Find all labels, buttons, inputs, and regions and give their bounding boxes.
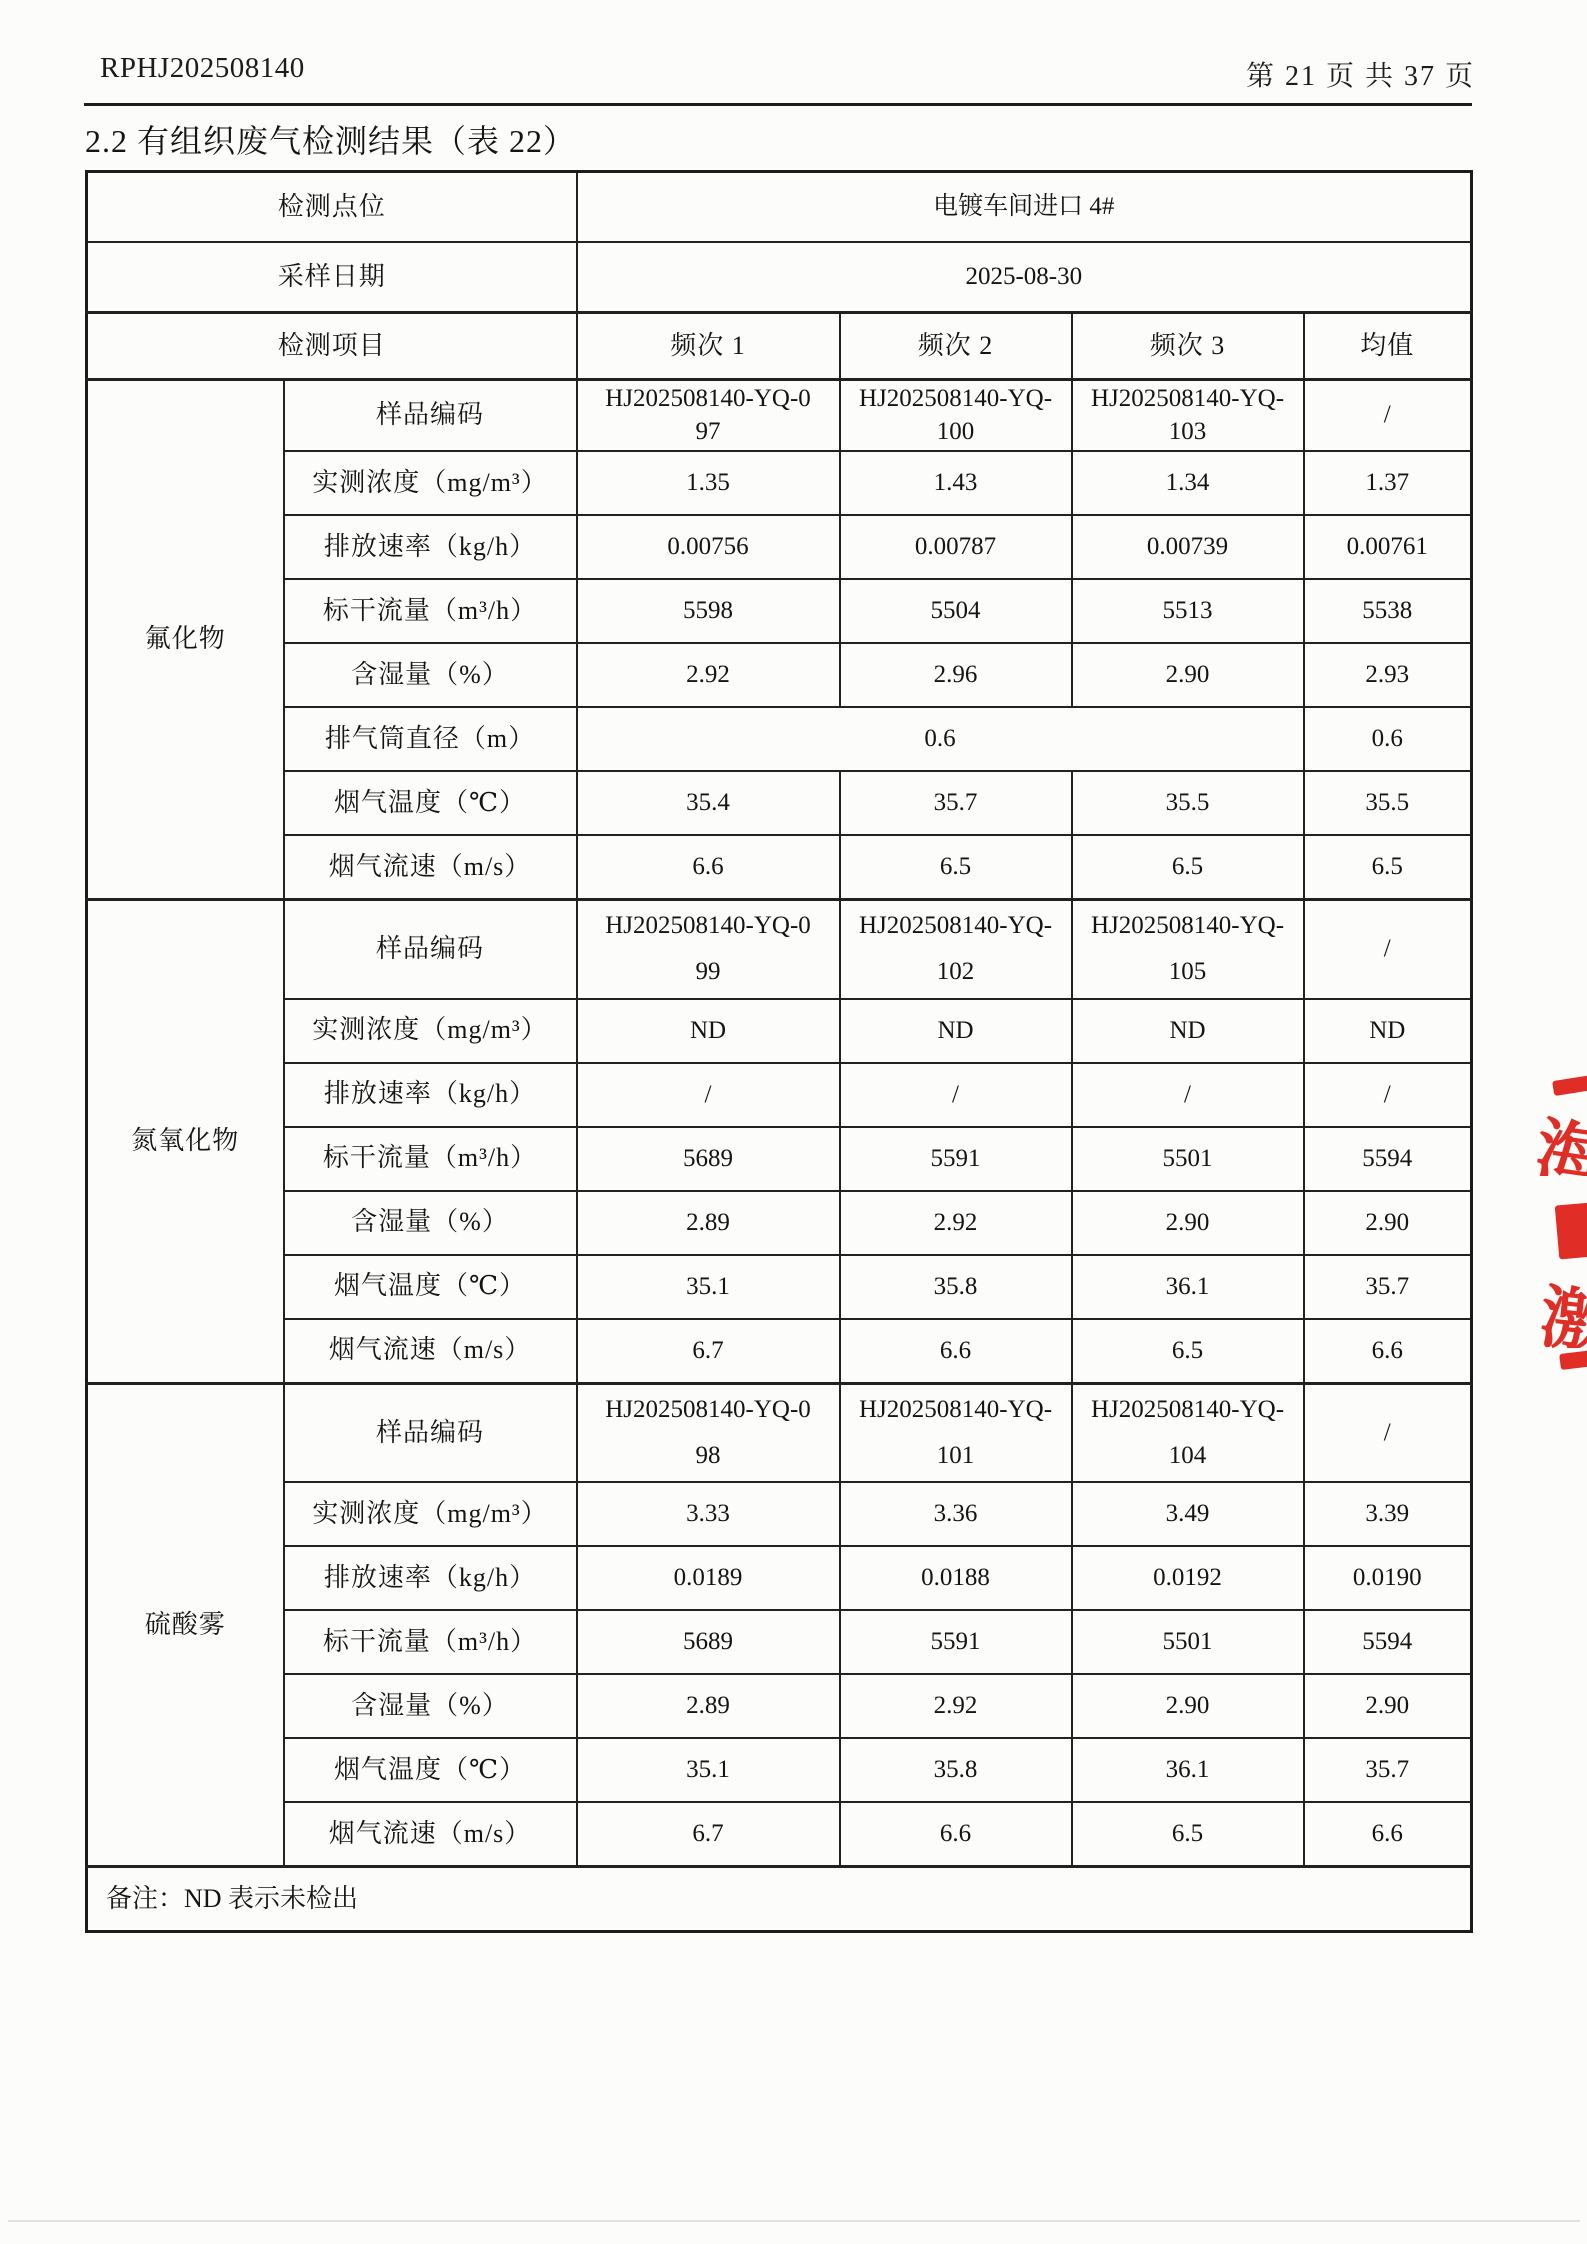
sample-code: HJ202508140-YQ-098	[605, 1395, 811, 1469]
value-cell-f3: 6.5	[1072, 1802, 1304, 1867]
freq-header-cell: 频次 3	[1072, 313, 1304, 380]
red-seal-fragment	[1555, 1203, 1587, 1260]
table-row	[87, 1867, 1472, 1932]
table-row	[87, 1802, 1472, 1867]
scan-artifact-line	[8, 2220, 1580, 2222]
table-row	[87, 999, 1472, 1063]
param-label-cell: 含湿量（%）	[284, 643, 577, 707]
value-cell-f3: 36.1	[1072, 1255, 1304, 1319]
value-cell-f3: 0.0192	[1072, 1546, 1304, 1610]
results-table	[85, 170, 1473, 1933]
value-cell-f1: 6.7	[577, 1802, 840, 1867]
sample-code: /	[1383, 935, 1391, 963]
value-cell-f2: 0.00787	[840, 515, 1072, 579]
value-cell-f2	[840, 1383, 1072, 1482]
table-row	[87, 451, 1472, 515]
table-row	[87, 1738, 1472, 1802]
value-cell-avg	[1304, 1383, 1472, 1482]
param-label-cell: 排放速率（kg/h）	[284, 1546, 577, 1610]
value-cell-avg: 6.6	[1304, 1802, 1472, 1867]
sample-code: HJ202508140-YQ-101	[858, 1395, 1053, 1469]
value-cell-f2: 2.96	[840, 643, 1072, 707]
value-cell-f1	[577, 1383, 840, 1482]
red-seal-fragment	[1541, 1266, 1587, 1348]
table-row	[87, 1127, 1472, 1191]
value-cell-f1: 3.33	[577, 1482, 840, 1546]
table-row	[87, 1546, 1472, 1610]
param-label-cell: 含湿量（%）	[284, 1191, 577, 1255]
results-table-wrapper	[85, 170, 1473, 1933]
table-row	[87, 835, 1472, 900]
value-cell-f3	[1072, 900, 1304, 999]
param-label-cell: 样品编码	[284, 380, 577, 452]
value-cell-avg: 3.39	[1304, 1482, 1472, 1546]
freq-header-cell: 频次 2	[840, 313, 1072, 380]
value-cell-f1: /	[577, 1063, 840, 1127]
value-cell-f2: 5504	[840, 579, 1072, 643]
meta-value-cell: 2025-08-30	[577, 242, 1472, 313]
table-row	[87, 1255, 1472, 1319]
param-label-cell: 排放速率（kg/h）	[284, 1063, 577, 1127]
table-row	[87, 242, 1472, 313]
item-header-cell: 检测项目	[87, 313, 577, 380]
value-cell-avg: 5594	[1304, 1610, 1472, 1674]
value-cell-f2: 5591	[840, 1610, 1072, 1674]
table-row	[87, 771, 1472, 835]
table-row	[87, 579, 1472, 643]
param-label-cell: 烟气流速（m/s）	[284, 835, 577, 900]
value-cell-f1: 1.35	[577, 451, 840, 515]
section-title: 2.2 有组织废气检测结果（表 22）	[85, 123, 577, 159]
sample-code: HJ202508140-YQ-102	[858, 912, 1053, 986]
value-cell-avg: 35.5	[1304, 771, 1472, 835]
param-label-cell: 样品编码	[284, 900, 577, 999]
value-cell-f2: 1.43	[840, 451, 1072, 515]
header-rule	[84, 103, 1472, 106]
table-row	[87, 643, 1472, 707]
value-cell-f3: 5501	[1072, 1610, 1304, 1674]
value-cell-f1: 5689	[577, 1127, 840, 1191]
value-cell-f2	[840, 380, 1072, 452]
param-label-cell: 样品编码	[284, 1383, 577, 1482]
sample-code: /	[1383, 401, 1391, 429]
meta-label-cell: 检测点位	[87, 172, 577, 243]
value-cell-f2: 6.6	[840, 1319, 1072, 1384]
param-label-cell: 实测浓度（mg/m³）	[284, 451, 577, 515]
value-cell-f1: 6.6	[577, 835, 840, 900]
param-label-cell: 烟气流速（m/s）	[284, 1802, 577, 1867]
value-cell-f1: 35.1	[577, 1255, 840, 1319]
value-cell-f1: 6.7	[577, 1319, 840, 1384]
value-cell-avg	[1304, 380, 1472, 452]
value-cell-f3: ND	[1072, 999, 1304, 1063]
value-cell-avg: 5538	[1304, 579, 1472, 643]
value-cell-f3: 2.90	[1072, 643, 1304, 707]
value-cell-f2: 0.0188	[840, 1546, 1072, 1610]
value-cell-avg: 6.5	[1304, 835, 1472, 900]
value-cell-f1: 2.89	[577, 1191, 840, 1255]
table-row	[87, 380, 1472, 452]
table-row	[87, 313, 1472, 380]
param-label-cell: 排放速率（kg/h）	[284, 515, 577, 579]
results-table-body	[87, 172, 1472, 1932]
table-row	[87, 1383, 1472, 1482]
value-cell-f1: 2.92	[577, 643, 840, 707]
value-cell-f2: 2.92	[840, 1191, 1072, 1255]
value-cell-merged: 0.6	[577, 707, 1304, 771]
value-cell-f3: 35.5	[1072, 771, 1304, 835]
param-label-cell: 烟气温度（℃）	[284, 1255, 577, 1319]
table-row	[87, 1674, 1472, 1738]
sample-code: HJ202508140-YQ-103	[1090, 385, 1285, 445]
value-cell-f1: 35.4	[577, 771, 840, 835]
value-cell-avg: ND	[1304, 999, 1472, 1063]
group-name-cell: 氟化物	[87, 380, 284, 900]
value-cell-f1	[577, 380, 840, 452]
table-row	[87, 1482, 1472, 1546]
value-cell-f3	[1072, 380, 1304, 452]
value-cell-f1: 5598	[577, 579, 840, 643]
value-cell-f3: 0.00739	[1072, 515, 1304, 579]
value-cell-f3: 5513	[1072, 579, 1304, 643]
value-cell-avg: 0.00761	[1304, 515, 1472, 579]
value-cell-avg: 0.6	[1304, 707, 1472, 771]
value-cell-f2: 3.36	[840, 1482, 1072, 1546]
param-label-cell: 烟气温度（℃）	[284, 1738, 577, 1802]
value-cell-f2	[840, 900, 1072, 999]
param-label-cell: 含湿量（%）	[284, 1674, 577, 1738]
meta-value-cell: 电镀车间进口 4#	[577, 172, 1472, 243]
table-row	[87, 1191, 1472, 1255]
value-cell-f1: ND	[577, 999, 840, 1063]
value-cell-f2: 35.7	[840, 771, 1072, 835]
value-cell-f2: 35.8	[840, 1738, 1072, 1802]
group-name-cell: 硫酸雾	[87, 1383, 284, 1867]
red-seal-fragment	[1552, 1075, 1587, 1096]
freq-header-cell: 频次 1	[577, 313, 840, 380]
group-name-cell: 氮氧化物	[87, 900, 284, 1384]
value-cell-f1: 2.89	[577, 1674, 840, 1738]
sample-code: /	[1383, 1418, 1391, 1446]
value-cell-avg: 0.0190	[1304, 1546, 1472, 1610]
value-cell-f3: 6.5	[1072, 1319, 1304, 1384]
value-cell-f1	[577, 900, 840, 999]
sample-code: HJ202508140-YQ-100	[858, 385, 1053, 445]
param-label-cell: 标干流量（m³/h）	[284, 1610, 577, 1674]
value-cell-f3: 1.34	[1072, 451, 1304, 515]
value-cell-avg: 6.6	[1304, 1319, 1472, 1384]
sample-code: HJ202508140-YQ-099	[605, 912, 811, 986]
freq-header-cell: 均值	[1304, 313, 1472, 380]
value-cell-f2: 5591	[840, 1127, 1072, 1191]
value-cell-avg: 35.7	[1304, 1255, 1472, 1319]
value-cell-f1: 35.1	[577, 1738, 840, 1802]
value-cell-avg: 2.93	[1304, 643, 1472, 707]
table-row	[87, 1319, 1472, 1384]
value-cell-f3: 2.90	[1072, 1191, 1304, 1255]
value-cell-f3: 6.5	[1072, 835, 1304, 900]
value-cell-f1: 5689	[577, 1610, 840, 1674]
value-cell-f3: 36.1	[1072, 1738, 1304, 1802]
value-cell-f3: 2.90	[1072, 1674, 1304, 1738]
param-label-cell: 标干流量（m³/h）	[284, 579, 577, 643]
red-seal-fragment	[1559, 1350, 1587, 1370]
table-row	[87, 515, 1472, 579]
value-cell-f1: 0.0189	[577, 1546, 840, 1610]
value-cell-f2: 2.92	[840, 1674, 1072, 1738]
report-number: RPHJ202508140	[100, 52, 305, 84]
param-label-cell: 烟气流速（m/s）	[284, 1319, 577, 1384]
param-label-cell: 烟气温度（℃）	[284, 771, 577, 835]
note-cell: 备注：ND 表示未检出	[87, 1867, 1472, 1932]
sample-code: HJ202508140-YQ-097	[605, 385, 811, 445]
value-cell-avg: 2.90	[1304, 1191, 1472, 1255]
value-cell-f2: 6.6	[840, 1802, 1072, 1867]
table-row	[87, 707, 1472, 771]
value-cell-avg: 5594	[1304, 1127, 1472, 1191]
param-label-cell: 实测浓度（mg/m³）	[284, 999, 577, 1063]
value-cell-avg: /	[1304, 1063, 1472, 1127]
value-cell-f3: 3.49	[1072, 1482, 1304, 1546]
table-row	[87, 900, 1472, 999]
sample-code: HJ202508140-YQ-104	[1090, 1395, 1285, 1469]
value-cell-avg	[1304, 900, 1472, 999]
value-cell-f2: /	[840, 1063, 1072, 1127]
value-cell-f1: 0.00756	[577, 515, 840, 579]
table-row	[87, 1063, 1472, 1127]
value-cell-f2: 35.8	[840, 1255, 1072, 1319]
page-indicator: 第 21 页 共 37 页	[1245, 61, 1475, 92]
value-cell-f2: ND	[840, 999, 1072, 1063]
table-row	[87, 172, 1472, 243]
meta-label-cell: 采样日期	[87, 242, 577, 313]
sample-code: HJ202508140-YQ-105	[1090, 912, 1285, 986]
value-cell-avg: 35.7	[1304, 1738, 1472, 1802]
value-cell-avg: 1.37	[1304, 451, 1472, 515]
table-row	[87, 1610, 1472, 1674]
param-label-cell: 标干流量（m³/h）	[284, 1127, 577, 1191]
value-cell-f3: 5501	[1072, 1127, 1304, 1191]
value-cell-avg: 2.90	[1304, 1674, 1472, 1738]
red-seal-fragment	[1537, 1098, 1587, 1176]
value-cell-f2: 6.5	[840, 835, 1072, 900]
param-label-cell: 排气筒直径（m）	[284, 707, 577, 771]
value-cell-f3: /	[1072, 1063, 1304, 1127]
value-cell-f3	[1072, 1383, 1304, 1482]
param-label-cell: 实测浓度（mg/m³）	[284, 1482, 577, 1546]
